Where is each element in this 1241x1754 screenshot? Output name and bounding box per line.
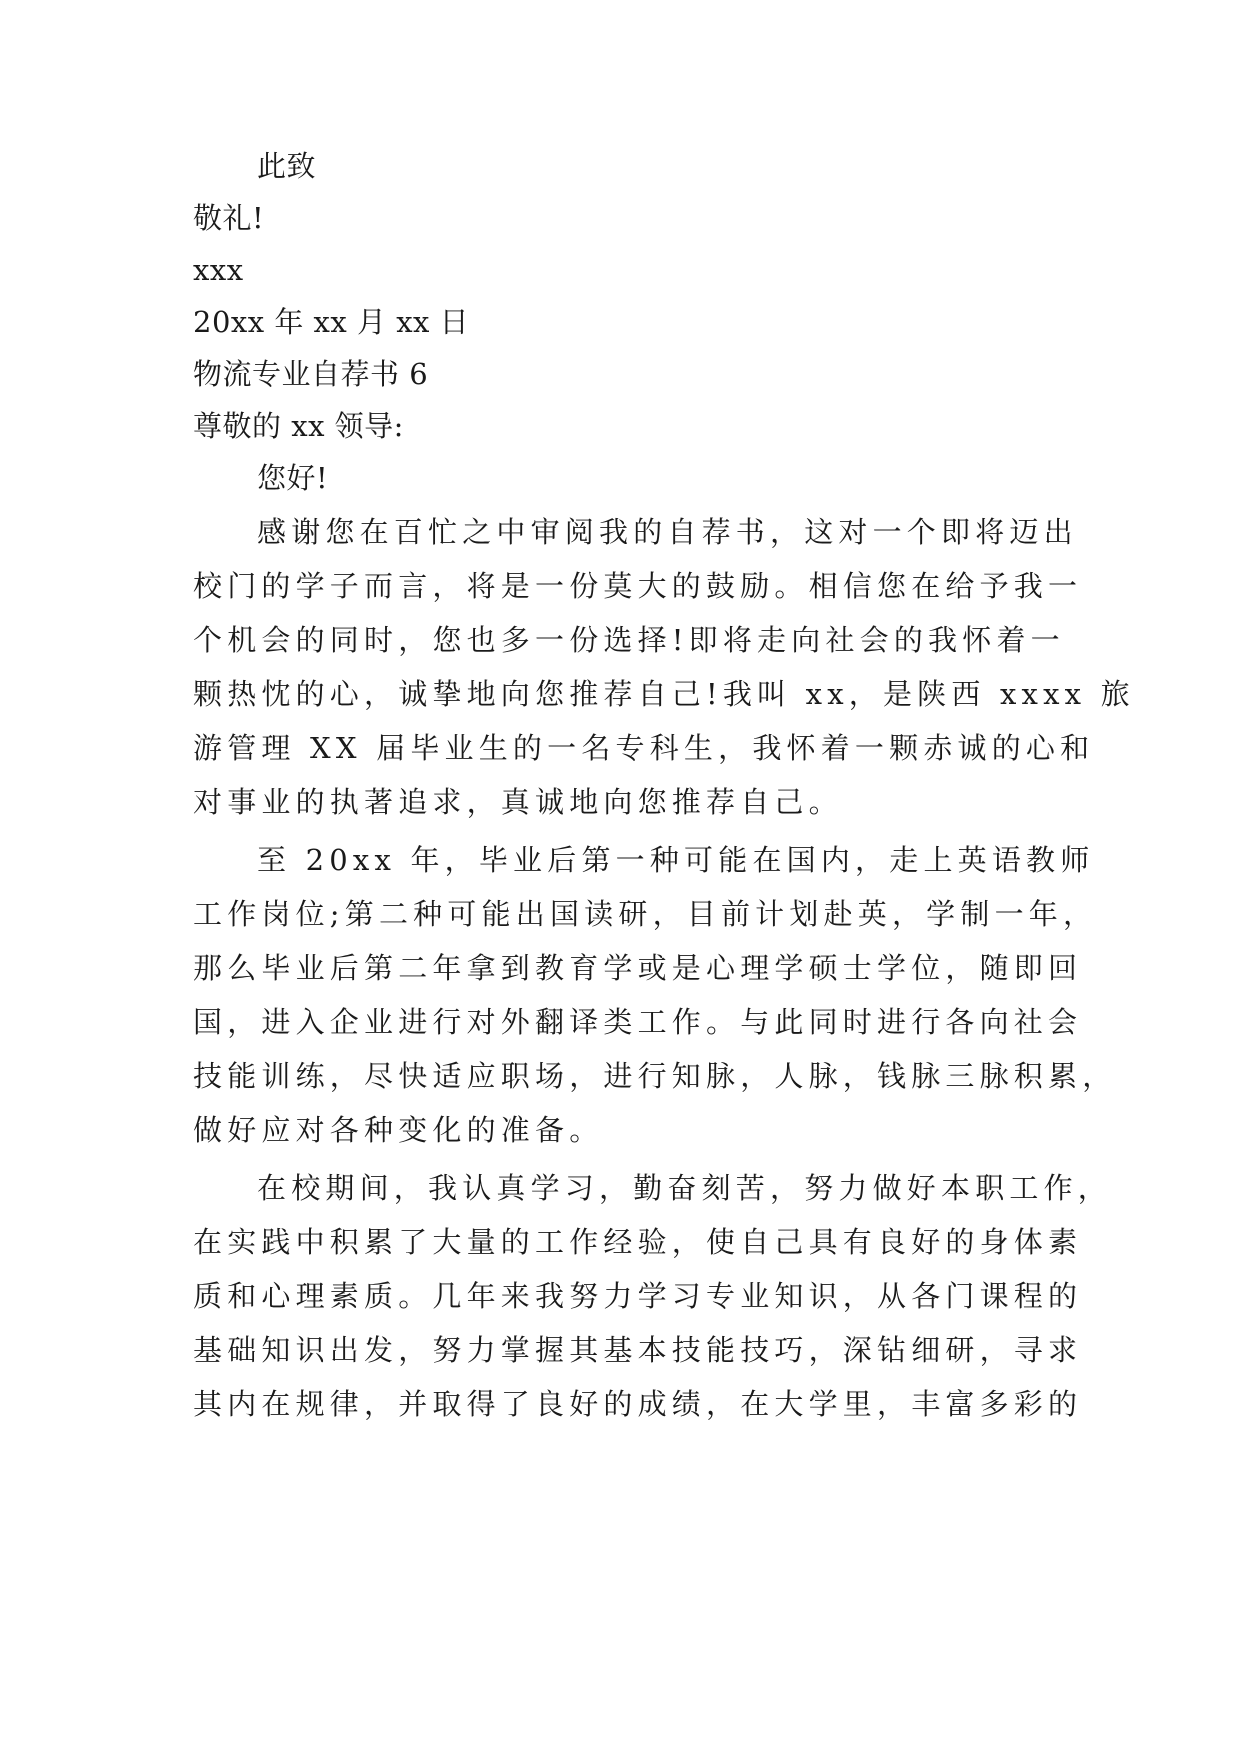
closing-ci-zhi: 此致: [257, 149, 317, 183]
greeting: 您好!: [257, 461, 329, 495]
paragraph-line: 颗热忱的心，诚挚地向您推荐自己!我叫 xx，是陕西 xxxx 旅: [193, 677, 1135, 711]
paragraph-line: 做好应对各种变化的准备。: [193, 1113, 604, 1147]
closing-jing-li: 敬礼!: [193, 201, 265, 235]
paragraph-line: 技能训练，尽快适应职场，进行知脉，人脉，钱脉三脉积累，: [193, 1059, 1117, 1093]
paragraph-line: 游管理 XX 届毕业生的一名专科生，我怀着一颗赤诚的心和: [193, 731, 1095, 765]
paragraph-line: 至 20xx 年，毕业后第一种可能在国内，走上英语教师: [257, 843, 1095, 877]
paragraph-line: 其内在规律，并取得了良好的成绩，在大学里，丰富多彩的: [193, 1387, 1083, 1421]
paragraph-line: 感谢您在百忙之中审阅我的自荐书，这对一个即将迈出: [257, 515, 1078, 549]
paragraph-line: 基础知识出发，努力掌握其基本技能技巧，深钻细研，寻求: [193, 1333, 1083, 1367]
paragraph-line: 质和心理素质。几年来我努力学习专业知识，从各门课程的: [193, 1279, 1083, 1313]
paragraph-line: 工作岗位;第二种可能出国读研，目前计划赴英，学制一年，: [193, 897, 1098, 931]
paragraph-line: 个机会的同时，您也多一份选择!即将走向社会的我怀着一: [193, 623, 1065, 657]
salutation: 尊敬的 xx 领导:: [193, 409, 404, 443]
paragraph-line: 那么毕业后第二年拿到教育学或是心理学硕士学位，随即回: [193, 951, 1083, 985]
paragraph-line: 国，进入企业进行对外翻译类工作。与此同时进行各向社会: [193, 1005, 1083, 1039]
paragraph-line: 校门的学子而言，将是一份莫大的鼓励。相信您在给予我一: [193, 569, 1083, 603]
letter-date: 20xx 年 xx 月 xx 日: [193, 305, 470, 339]
paragraph-line: 在校期间，我认真学习，勤奋刻苦，努力做好本职工作，: [257, 1171, 1113, 1205]
paragraph-line: 对事业的执著追求，真诚地向您推荐自己。: [193, 785, 843, 819]
paragraph-line: 在实践中积累了大量的工作经验，使自己具有良好的身体素: [193, 1225, 1083, 1259]
letter-title: 物流专业自荐书 6: [193, 357, 429, 391]
signature: xxx: [193, 253, 244, 287]
